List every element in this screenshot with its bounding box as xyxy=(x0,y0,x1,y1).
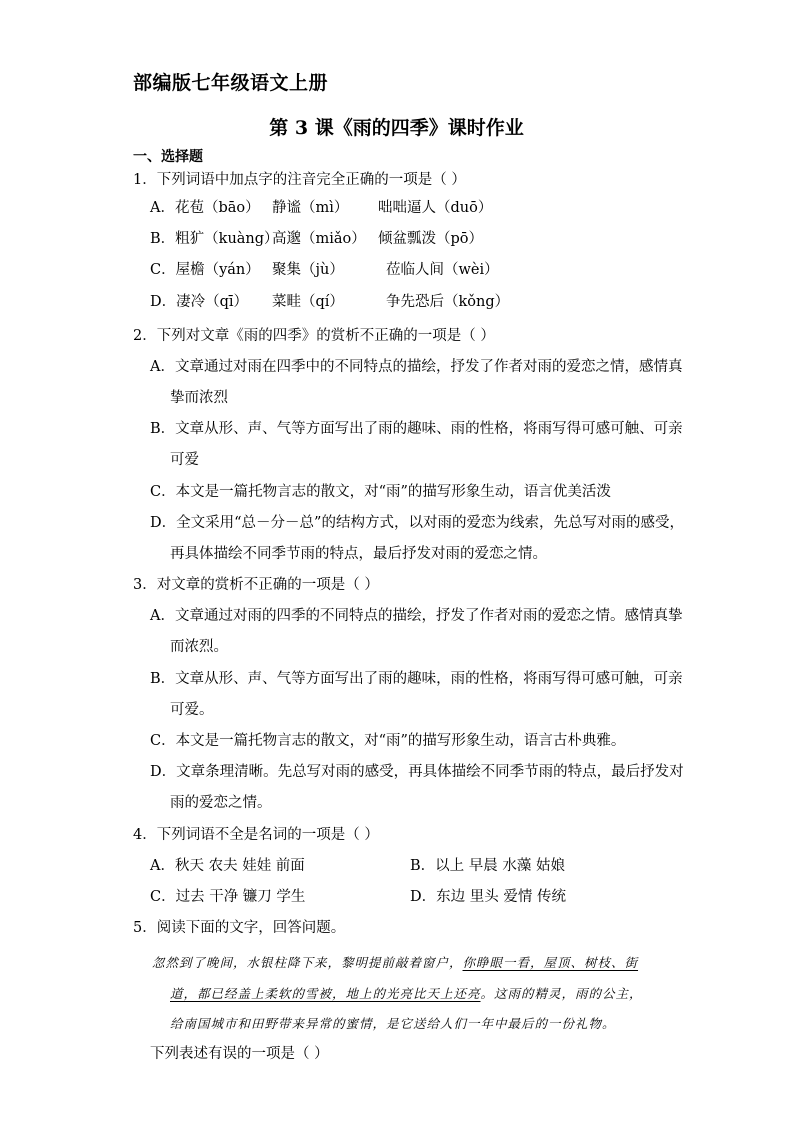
q2-option-b-line2: 可爱 xyxy=(170,452,199,468)
q2-option-b-line1: B．文章从形、声、气等方面写出了雨的趣味、雨的性格，将雨写得可感可触、可亲 xyxy=(150,421,683,437)
q1-option-b-1: B．粗犷（kuàng） xyxy=(150,231,279,247)
passage-line-1 xyxy=(152,953,638,971)
q1-option-c-2: 聚集（jù） xyxy=(272,262,344,278)
q3-option-d-line1: D．文章条理清晰。先总写对雨的感受，再具体描绘不同季节雨的特点，最后抒发对 xyxy=(150,764,684,780)
passage-line-1-plain: 忽然到了晚间，水银柱降下来，黎明提前敲着窗户， xyxy=(152,955,463,970)
q4-option-a: A．秋天 农夫 娃娃 前面 xyxy=(150,858,305,874)
q2-option-a-line1: A．文章通过对雨在四季中的不同特点的描绘，抒发了作者对雨的爱恋之情，感情真 xyxy=(150,359,683,375)
passage-line-1-underlined: 你睁眼一看，屋顶、树枝、街 xyxy=(462,955,639,970)
passage-line-2-underlined: 道，都已经盖上柔软的雪被，地上的光亮比天上还亮 xyxy=(170,986,481,1001)
q4-option-d: D．东边 里头 爱情 传统 xyxy=(410,889,566,905)
question-4-stem: 4．下列词语不全是名词的一项是（ ） xyxy=(133,827,379,843)
q1-option-d-2: 菜畦（qí） xyxy=(272,294,344,310)
q1-option-b-3: 倾盆瓢泼（pō） xyxy=(378,231,484,247)
q2-option-d-line1: D．全文采用“总－分－总”的结构方式，以对雨的爱恋为线索，先总写对雨的感受， xyxy=(150,515,684,531)
question-3-stem: 3．对文章的赏析不正确的一项是（ ） xyxy=(133,577,379,593)
q3-option-d-line2: 雨的爱恋之情。 xyxy=(170,795,272,811)
question-2-stem: 2．下列对文章《雨的四季》的赏析不正确的一项是（ ） xyxy=(133,328,495,344)
lesson-title: 第 3 课《雨的四季》课时作业 xyxy=(269,117,524,139)
q2-option-a-line2: 挚而浓烈 xyxy=(170,390,228,406)
q1-option-a-1: A．花苞（bāo） xyxy=(150,200,260,216)
q3-option-a-line2: 而浓烈。 xyxy=(170,639,228,655)
q1-option-a-2: 静谧（mì） xyxy=(272,200,349,216)
passage-line-2-plain: 。这雨的精灵，雨的公主， xyxy=(480,986,643,1001)
q1-option-c-3: 莅临人间（wèi） xyxy=(386,262,499,278)
q4-option-b: B．以上 早晨 水藻 姑娘 xyxy=(410,858,565,874)
q1-option-d-3: 争先恐后（kǒng） xyxy=(386,294,510,310)
q1-option-b-2: 高邈（miǎo） xyxy=(272,231,366,247)
question-1-stem: 1．下列词语中加点字的注音完全正确的一项是（ ） xyxy=(133,172,466,188)
q2-option-c: C．本文是一篇托物言志的散文，对“雨”的描写形象生动，语言优美活泼 xyxy=(150,484,611,500)
q2-option-d-line2: 再具体描绘不同季节雨的特点，最后抒发对雨的爱恋之情。 xyxy=(170,546,547,562)
passage-line-3: 给南国城市和田野带来异常的蜜情，是它送给人们一年中最后的一份礼物。 xyxy=(170,1016,616,1031)
q1-option-d-1: D．凄冷（qī） xyxy=(150,294,249,310)
q3-option-a-line1: A．文章通过对雨的四季的不同特点的描绘，抒发了作者对雨的爱恋之情。感情真挚 xyxy=(150,608,683,624)
q3-option-b-line1: B．文章从形、声、气等方面写出了雨的趣味，雨的性格，将雨写得可感可触，可亲 xyxy=(150,671,683,687)
q1-option-c-1: C．屋檐（yán） xyxy=(150,262,260,278)
q4-option-c: C．过去 干净 镰刀 学生 xyxy=(150,889,306,905)
section-heading: 一、选择题 xyxy=(133,149,203,165)
q3-option-b-line2: 可爱。 xyxy=(170,702,214,718)
passage-line-2 xyxy=(170,984,643,1002)
book-title: 部编版七年级语文上册 xyxy=(133,72,329,94)
q1-option-a-3: 咄咄逼人（duō） xyxy=(378,200,493,216)
q3-option-c: C．本文是一篇托物言志的散文，对“雨”的描写形象生动，语言古朴典雅。 xyxy=(150,733,626,749)
question-5-sub-stem: 下列表述有误的一项是（ ） xyxy=(150,1046,329,1062)
question-5-stem: 5．阅读下面的文字，回答问题。 xyxy=(133,920,346,936)
